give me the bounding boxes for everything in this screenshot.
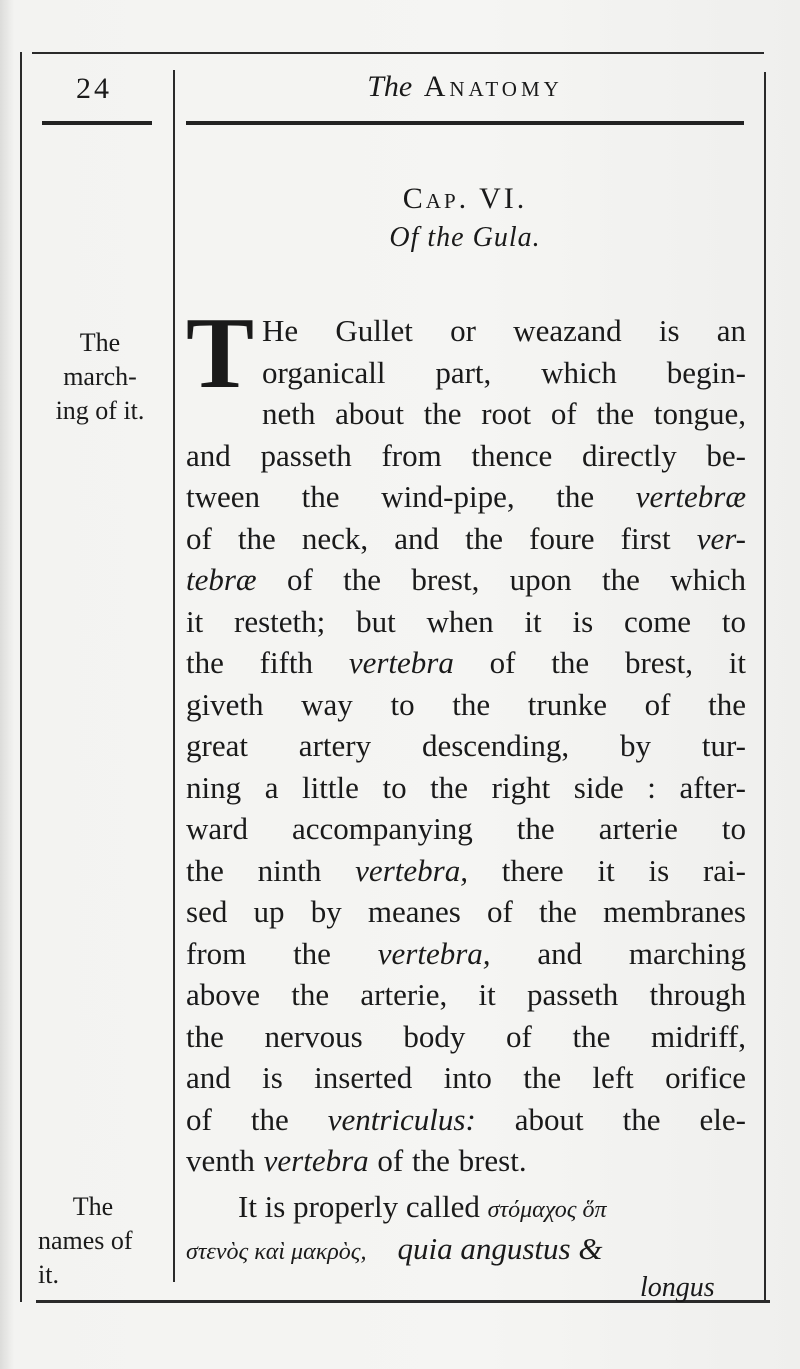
- text-line: [186, 891, 746, 933]
- text-line: [186, 1140, 746, 1182]
- text-run: the nervous body of the midriff,: [186, 1018, 746, 1054]
- chapter-title: Cap. VI.: [402, 182, 528, 215]
- text-run: of the brest, upon the which: [256, 562, 746, 597]
- text-line: [186, 601, 746, 643]
- text-run: of the neck, and the foure first: [186, 520, 697, 556]
- text-run: neth about the root of the tongue,: [262, 396, 746, 431]
- margin-note-marching: [30, 326, 170, 428]
- text-run: above the arterie, it passeth through: [186, 977, 746, 1012]
- text-line: [186, 476, 746, 518]
- text-run: it resteth; but when it is come to: [186, 603, 746, 639]
- text-line: [186, 393, 746, 435]
- text-line: [186, 310, 746, 352]
- margin-note-line: names of: [38, 1226, 133, 1255]
- text-run: of the: [186, 1101, 328, 1137]
- margin-note-line: The: [72, 1192, 114, 1221]
- text-line: [186, 352, 746, 394]
- margin-note-line: march-: [63, 362, 137, 391]
- running-head: [186, 70, 744, 104]
- text-run: and passeth from thence directly be-: [186, 437, 746, 473]
- margin-column-rule: [173, 70, 175, 1282]
- drop-cap: T: [186, 297, 255, 410]
- italic-term: vertebra,: [377, 935, 491, 971]
- italic-term: tebræ: [186, 562, 257, 597]
- text-run: tween the wind-pipe, the: [186, 479, 636, 514]
- italic-term: vertebra,: [355, 852, 468, 888]
- paragraph-names: [186, 1186, 746, 1269]
- text-run: ning a little to the right side : after-: [186, 769, 746, 805]
- text-run: the fifth: [186, 645, 349, 680]
- text-run: It is properly called: [238, 1189, 488, 1224]
- text-line: [186, 974, 746, 1016]
- text-run: giveth way to the trunke of the: [186, 686, 746, 722]
- text-run: from the: [186, 935, 378, 971]
- greek-text: στενὸς καὶ μακρὸς,: [186, 1238, 367, 1265]
- text-run: venth: [186, 1143, 264, 1178]
- margin-note-line: it.: [38, 1260, 59, 1289]
- text-run: there it is rai-: [467, 852, 746, 888]
- text-run: and marching: [490, 935, 746, 971]
- text-line: [186, 684, 746, 726]
- text-line: [186, 1186, 746, 1228]
- italic-term: vertebra: [263, 1143, 369, 1178]
- running-head-italic: The: [367, 70, 413, 103]
- text-run: organicall part, which begin-: [262, 354, 746, 390]
- text-line: [186, 1228, 746, 1270]
- frame-top-rule: [32, 52, 764, 54]
- italic-term: ventriculus:: [327, 1101, 476, 1137]
- text-line: [186, 808, 746, 850]
- text-line: [186, 1099, 746, 1141]
- text-run: of the brest, it: [453, 645, 746, 680]
- text-run: sed up by meanes of the membranes: [186, 894, 746, 929]
- chapter-subtitle: Of the Gula.: [389, 222, 541, 253]
- frame-left-rule: [20, 52, 22, 1302]
- frame-right-rule: [764, 72, 766, 1302]
- text-line: [186, 435, 746, 477]
- margin-note-line: ing of it.: [55, 396, 145, 425]
- text-run: great artery descending, by tur-: [186, 728, 746, 763]
- margin-note-line: The: [79, 328, 121, 357]
- greek-text: στόμαχος ὅπ: [487, 1197, 607, 1223]
- page-number: 24: [76, 72, 112, 105]
- italic-term: vertebra: [348, 645, 454, 680]
- text-line: [186, 933, 746, 975]
- text-line: [186, 1016, 746, 1058]
- running-head-caps: Anatomy: [423, 70, 563, 103]
- header-rule-left: [42, 121, 152, 125]
- italic-term: ver-: [696, 520, 746, 556]
- text-run: the ninth: [186, 852, 356, 888]
- text-line: [186, 850, 746, 892]
- text-run: He Gullet or weazand is an: [262, 313, 746, 348]
- text-line: [186, 642, 746, 684]
- text-line: [186, 559, 746, 601]
- text-line: [186, 518, 746, 560]
- margin-note-names: [38, 1190, 168, 1292]
- paragraph-gula-description: [186, 297, 746, 1182]
- italic-term: vertebræ: [635, 479, 746, 514]
- text-run: about the ele-: [475, 1101, 746, 1137]
- header-rule-right: [186, 121, 744, 125]
- text-run: ward accompanying the arterie to: [186, 811, 746, 846]
- text-line: [186, 1057, 746, 1099]
- catchword: longus: [640, 1272, 715, 1303]
- text-line: [186, 767, 746, 809]
- latin-text: quia angustus &: [397, 1230, 603, 1266]
- text-run: of the brest.: [368, 1143, 527, 1178]
- text-run: and is inserted into the left orifice: [186, 1060, 746, 1095]
- text-line: [186, 725, 746, 767]
